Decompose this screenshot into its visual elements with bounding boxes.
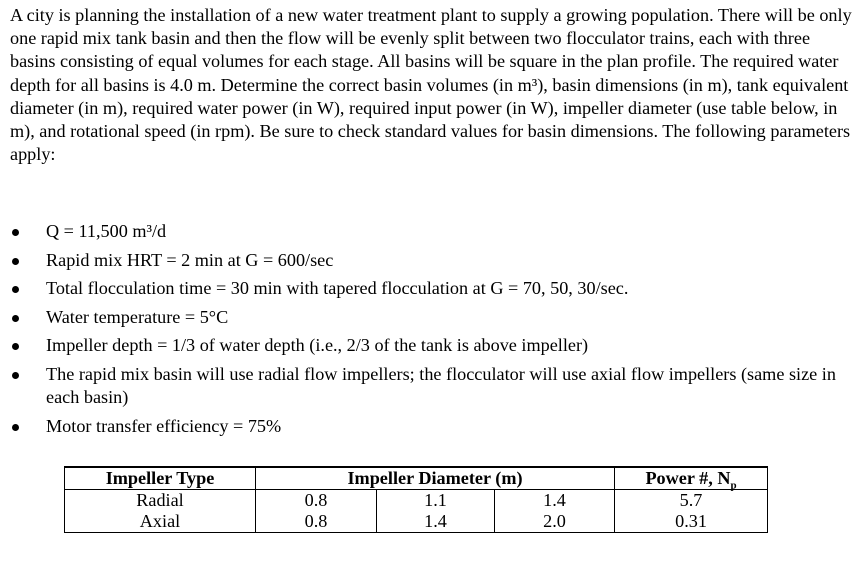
parameter-item [0, 334, 858, 357]
table-row [65, 511, 768, 533]
problem-statement: A city is planning the installation of a new water treatment plant to supply a growing population. There will be only one rapid mix tank basin and then the flow will be evenly split between two flocculator trains, each with three basins consisting of equal volumes for each stage. All basins will be square in the plan profile. The required water depth for all basins is 4.0 m. Determine the correct basin volumes (in m³), basin dimensions (in m), tank equivalent diameter (in m), required water power (in W), required input power (in W), impeller diameter (use table below, in m), and rotational speed (in rpm). Be sure to check standard values for basin dimensions. The following parameters apply: [10, 5, 852, 165]
header-impeller-diameter: Impeller Diameter (m) [256, 467, 615, 490]
bullet-icon [12, 343, 19, 350]
parameter-item [0, 277, 858, 300]
bullet-icon [12, 258, 19, 265]
bullet-icon [12, 229, 19, 236]
cell-diameter-2: 1.1 [377, 490, 495, 512]
cell-diameter-1: 0.8 [256, 490, 377, 512]
cell-power-number: 0.31 [615, 511, 768, 533]
parameter-text: Water temperature = 5°C [46, 306, 229, 327]
parameter-item [0, 363, 858, 409]
parameter-text: The rapid mix basin will use radial flow impellers; the flocculator will use axial flow impellers (same size in each basin) [46, 363, 836, 408]
impeller-table [64, 466, 768, 533]
parameter-text: Motor transfer efficiency = 75% [46, 415, 282, 436]
parameter-item [0, 249, 858, 272]
parameter-text: Total flocculation time = 30 min with tapered flocculation at G = 70, 50, 30/sec. [46, 278, 629, 299]
parameter-text: Impeller depth = 1/3 of water depth (i.e., 2/3 of the tank is above impeller) [46, 335, 589, 356]
parameter-item [0, 306, 858, 329]
cell-power-number: 5.7 [615, 490, 768, 512]
bullet-icon [12, 424, 19, 431]
bullet-icon [12, 315, 19, 322]
header-power-label: Power #, N [645, 468, 731, 488]
table-header-row [65, 467, 768, 490]
cell-type: Axial [65, 511, 256, 533]
bullet-icon [12, 286, 19, 293]
cell-diameter-2: 1.4 [377, 511, 495, 533]
table-row [65, 490, 768, 512]
cell-diameter-3: 2.0 [495, 511, 615, 533]
parameter-text: Rapid mix HRT = 2 min at G = 600/sec [46, 249, 334, 270]
header-power-subscript: p [730, 479, 737, 492]
parameter-item [0, 220, 858, 243]
cell-diameter-1: 0.8 [256, 511, 377, 533]
header-impeller-type: Impeller Type [65, 467, 256, 490]
parameter-text: Q = 11,500 m³/d [46, 221, 167, 241]
header-power-number [615, 467, 768, 490]
parameter-item [0, 415, 858, 438]
bullet-icon [12, 372, 19, 379]
cell-type: Radial [65, 490, 256, 512]
parameter-list [0, 220, 858, 443]
cell-diameter-3: 1.4 [495, 490, 615, 512]
